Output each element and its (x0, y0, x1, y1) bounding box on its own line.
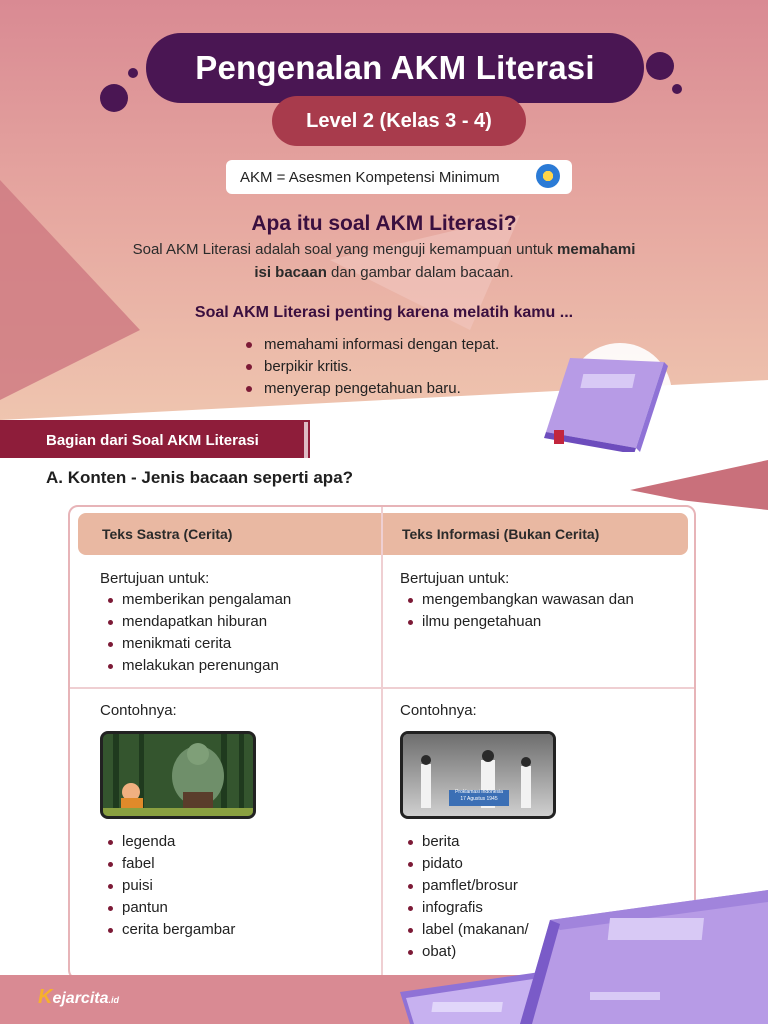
list-item: pidato (400, 853, 529, 875)
list-item: fabel (100, 853, 235, 875)
list-item-text: ilmu pengetahuan (422, 613, 542, 630)
book-illustration-bottom (400, 880, 768, 1024)
decorative-dot (672, 84, 682, 94)
list-item: menyerap pengetahuan baru. (246, 378, 499, 400)
table-header (78, 513, 688, 555)
photo-caption-title: Proklamasi Indonesia (455, 789, 503, 795)
akm-definition-box (226, 160, 572, 194)
list-item: menikmati cerita (100, 633, 291, 655)
list-item: berita (400, 831, 529, 853)
list-item: label (makanan/ (400, 919, 529, 941)
list-item: infografis (400, 897, 529, 919)
photo-caption-date: 17 Agustus 1945 (460, 796, 498, 802)
book-illustration (540, 352, 672, 452)
section-subheading: A. Konten - Jenis bacaan seperti apa? (46, 468, 354, 487)
intro-description (100, 238, 668, 284)
section-bar: Bagian dari Soal AKM Literasi (0, 422, 308, 458)
list-item-text: obat) (422, 943, 457, 960)
col1-purpose-list (100, 589, 291, 677)
intro-desc-bold: memahami (557, 241, 636, 258)
intro-desc-text: Soal AKM Literasi adalah soal yang menguji kemampuan untuk (132, 241, 558, 258)
kejarcita-logo (38, 986, 119, 1009)
example-label: Contohnya: (400, 702, 477, 719)
col2-purpose-list (400, 589, 634, 633)
list-item: legenda (100, 831, 235, 853)
list-item-continuation (400, 611, 634, 633)
decorative-dot (646, 52, 674, 80)
photo-caption (449, 789, 509, 803)
list-item: cerita bergambar (100, 919, 235, 941)
legend-illustration-thumbnail (100, 731, 256, 819)
column-divider (381, 507, 383, 980)
intro-desc-text: dan gambar dalam bacaan. (326, 264, 514, 281)
purpose-label: Bertujuan untuk: (400, 570, 510, 587)
column-header-informasi: Teks Informasi (Bukan Cerita) (402, 526, 600, 542)
importance-list (246, 334, 499, 400)
proclamation-photo-thumbnail (400, 731, 556, 819)
decorative-dot (100, 84, 128, 112)
purpose-label: Bertujuan untuk: (100, 570, 210, 587)
intro-question: Apa itu soal AKM Literasi? (251, 212, 517, 235)
level-badge: Level 2 (Kelas 3 - 4) (272, 96, 526, 146)
list-item: memahami informasi dengan tepat. (246, 334, 499, 356)
list-item: mengembangkan wawasan dan (400, 589, 634, 611)
list-item: melakukan perenungan (100, 655, 291, 677)
list-item: memberikan pengalaman (100, 589, 291, 611)
logo-text: ejarcita (52, 990, 109, 1007)
example-label: Contohnya: (100, 702, 177, 719)
list-item: pantun (100, 897, 235, 919)
decorative-dot (128, 68, 138, 78)
col1-example-list (100, 831, 235, 941)
list-item: mendapatkan hiburan (100, 611, 291, 633)
list-item: berpikir kritis. (246, 356, 499, 378)
page-title: Pengenalan AKM Literasi (146, 33, 644, 103)
row-divider (70, 687, 696, 689)
logo-k: K (38, 986, 53, 1008)
list-item: puisi (100, 875, 235, 897)
importance-heading: Soal AKM Literasi penting karena melatih kamu ... (194, 304, 574, 321)
list-item: pamflet/brosur (400, 875, 529, 897)
logo-suffix: .id (108, 995, 119, 1005)
intro-desc-bold: isi bacaan (254, 264, 327, 281)
column-header-sastra: Teks Sastra (Cerita) (102, 526, 233, 542)
akm-definition: AKM = Asesmen Kompetensi Minimum (240, 168, 500, 186)
kemendikbud-logo-icon (536, 164, 560, 188)
